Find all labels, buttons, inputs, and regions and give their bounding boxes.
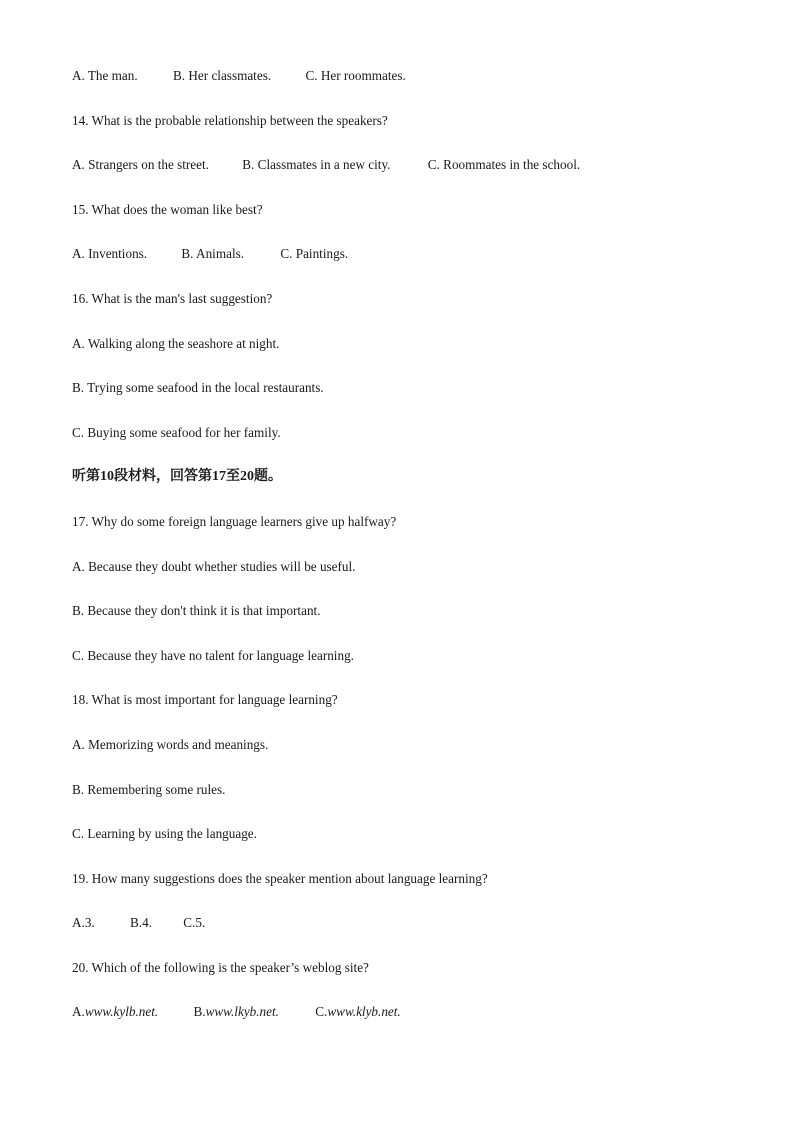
q15-option-a: A. Inventions. — [72, 246, 148, 262]
q13-option-a: A. The man. — [72, 68, 138, 83]
q19-option-a: A.3. — [72, 915, 95, 931]
q20-option-c-site: www.klyb.net. — [327, 1004, 401, 1020]
q13-option-b: B. Her classmates. — [172, 68, 272, 83]
exam-page — [72, 66, 752, 1047]
q20-option-a-letter: A. — [72, 1004, 85, 1020]
q20-option-b-site: www.lkyb.net. — [205, 1004, 279, 1020]
q20-option-c-letter: C. — [315, 1004, 328, 1020]
q14-option-a: A. Strangers on the street. — [72, 157, 209, 173]
q16-option-c: C. Buying some seafood for her family. — [72, 424, 281, 440]
q18-option-a: A. Memorizing words and meanings. — [72, 736, 269, 752]
q13-option-c: C. Her roommates. — [305, 68, 406, 83]
q19-option-b: B.4. — [130, 915, 152, 931]
q14-option-c: C. Roommates in the school. — [427, 157, 581, 173]
q13-options — [72, 66, 752, 111]
q20-option-c — [315, 1002, 400, 1022]
q17-question: 17. Why do some foreign language learners give up halfway? — [72, 513, 397, 529]
q18-option-b: B. Remembering some rules. — [72, 781, 226, 797]
q14-options — [72, 155, 752, 200]
q20-option-b-letter: B. — [193, 1004, 206, 1020]
q14-option-b: B. Classmates in a new city. — [242, 157, 391, 173]
q20-question: 20. Which of the following is the speaker’s weblog site? — [72, 959, 369, 975]
q17-option-b: B. Because they don't think it is that important. — [72, 603, 321, 619]
q20-option-a-site: www.kylb.net. — [84, 1004, 159, 1020]
q16-question: 16. What is the man's last suggestion? — [72, 290, 273, 306]
q15-option-c: C. Paintings. — [280, 246, 349, 262]
q15-option-b: B. Animals. — [181, 246, 245, 262]
q16-option-a: A. Walking along the seashore at night. — [72, 335, 280, 351]
q15-options — [72, 244, 752, 289]
q20-options — [72, 1002, 752, 1047]
q19-options — [72, 913, 752, 958]
q18-question: 18. What is most important for language learning? — [72, 692, 338, 708]
q14-question: 14. What is the probable relationship between the speakers? — [72, 112, 388, 128]
q17-option-c: C. Because they have no talent for language learning. — [72, 647, 354, 663]
q20-option-a — [72, 1002, 158, 1022]
q20-option-b — [194, 1002, 279, 1022]
q19-option-c: C.5. — [183, 915, 206, 931]
q16-option-b: B. Trying some seafood in the local restaurants. — [72, 380, 324, 396]
section-heading: 听第10段材料，回答第17至20题。 — [72, 469, 282, 485]
q19-question: 19. How many suggestions does the speaker mention about language learning? — [72, 870, 488, 886]
q15-question: 15. What does the woman like best? — [72, 201, 263, 217]
q18-option-c: C. Learning by using the language. — [72, 826, 257, 842]
q17-option-a: A. Because they doubt whether studies will be useful. — [72, 558, 356, 574]
